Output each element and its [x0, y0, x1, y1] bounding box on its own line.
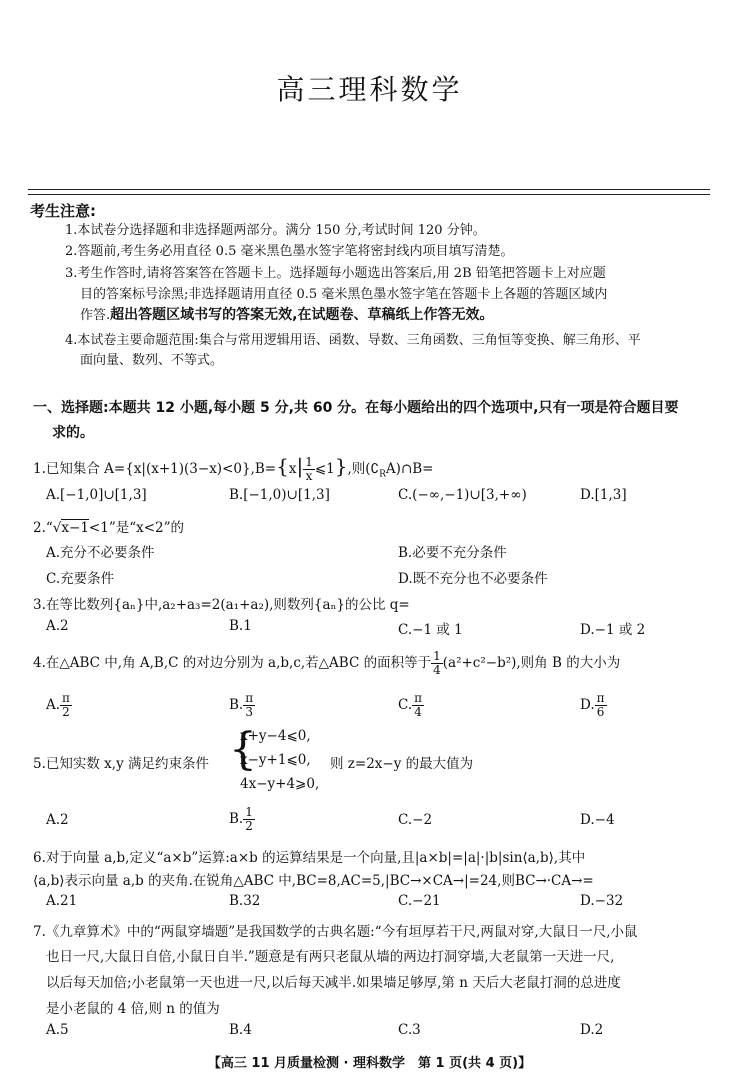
q1-text: A)∩B=: [385, 461, 434, 477]
q3-option-d: D.−1 或 2: [580, 622, 646, 638]
q6-option-a: A.21: [46, 893, 78, 909]
divider: [28, 189, 710, 190]
left-brace-icon: {: [229, 724, 257, 775]
bar-icon: |: [296, 454, 304, 478]
q2-radicand: x−1: [61, 520, 89, 536]
question-7-line: 7.《九章算术》中的“两鼠穿墙题”是我国数学的古典名题:“今有垣厚若干尺,两鼠对穿,大鼠日一尺,小鼠: [33, 924, 638, 940]
q6-option-c: C.−21: [398, 893, 441, 909]
notice-title: 考生注意:: [30, 202, 96, 220]
q7-option-a: A.5: [46, 1022, 69, 1038]
section-heading: 一、选择题:本题共 12 小题,每小题 5 分,共 60 分。在每小题给出的四个选项中,只有一项是符合题目要: [33, 400, 679, 416]
notice-item: 1.本试卷分选择题和非选择题两部分。满分 150 分,考试时间 120 分钟。: [65, 223, 486, 238]
q5-option-a: A.2: [46, 812, 69, 828]
section-heading-cont: 求的。: [52, 425, 94, 441]
notice-emphasis: 超出答题区域书写的答案无效,在试题卷、草稿纸上作答无效。: [110, 307, 494, 323]
q1-text: ,则(∁: [347, 461, 380, 477]
notice-text: 作答.: [80, 308, 111, 323]
q5-constraint: 4x−y+4⩾0,: [240, 776, 320, 792]
q2-option-a: A.充分不必要条件: [46, 545, 155, 561]
q4-text: (a²+c²−b²),则角 B 的大小为: [442, 655, 621, 671]
page-title: 高三理科数学: [276, 73, 463, 106]
q6-option-d: D.−32: [580, 893, 624, 909]
page-footer: 【高三 11 月质量检测 · 理科数学 第 1 页(共 4 页)】: [207, 1056, 532, 1071]
divider: [28, 194, 710, 195]
notice-item: 目的答案标号涂黑;非选择题请用直径 0.5 毫米黑色墨水签字笔在答题卡上各题的答题区域内: [80, 287, 608, 302]
q2-text: 2.“: [33, 520, 53, 536]
q2-text: <1”是“x<2”的: [88, 520, 185, 536]
q5-option-b: B. $\frac{1}{2}$: [229, 805, 253, 833]
fraction: $\frac{1}{4}$: [433, 649, 441, 677]
right-brace-icon: }: [334, 454, 348, 478]
question-7-line: 是小老鼠的 4 倍,则 n 的值为: [46, 1001, 220, 1017]
q1-subscript: R: [379, 469, 386, 480]
question-5-stem: 5.已知实数 x,y 满足约束条件: [33, 756, 209, 772]
q5-option-d: D.−4: [580, 812, 615, 828]
sqrt-icon: √: [52, 520, 62, 536]
q2-option-c: C.充要条件: [46, 571, 115, 587]
q5-constraint: x−y+1⩽0,: [240, 752, 311, 768]
question-1-stem: [33, 454, 433, 483]
q4-option-a: A. $\frac{\pi}{2}$: [46, 691, 70, 719]
q5-constraint: x+y−4⩽0,: [240, 728, 311, 744]
q4-option-b: B. $\frac{\pi}{3}$: [229, 691, 254, 719]
q5-text: 则 z=2x−y 的最大值为: [330, 756, 474, 772]
fraction: $\frac{1}{x}$: [305, 455, 313, 483]
notice-item: 面向量、数列、不等式。: [80, 353, 224, 368]
q5-option-c: C.−2: [398, 812, 433, 828]
q2-option-d: D.既不充分也不必要条件: [398, 571, 548, 587]
notice-item: 4.本试卷主要命题范围:集合与常用逻辑用语、函数、导数、三角函数、三角恒等变换、解三角形、平: [65, 333, 641, 348]
left-brace-icon: {: [276, 454, 289, 478]
q3-option-a: A.2: [46, 618, 69, 634]
question-6-line: 6.对于向量 a,b,定义“a×b”运算:a×b 的运算结果是一个向量,且|a×b|=|a|·|b|sin⟨a,b⟩,其中: [33, 850, 586, 866]
q7-option-b: B.4: [229, 1022, 252, 1038]
notice-item: 2.答题前,考生务必用直径 0.5 毫米黑色墨水签字笔将密封线内项目填写清楚。: [65, 244, 514, 259]
question-3-stem: 3.在等比数列{aₙ}中,a₂+a₃=2(a₁+a₂),则数列{aₙ}的公比 q=: [33, 597, 410, 613]
question-7-line: 也日一尺,大鼠日自倍,小鼠日自半.”题意是有两只老鼠从墙的两边打洞穿墙,大老鼠第一天进一尺,: [46, 949, 615, 965]
q7-option-d: D.2: [580, 1022, 604, 1038]
q3-option-c: C.−1 或 1: [398, 622, 463, 638]
q2-option-b: B.必要不充分条件: [398, 545, 507, 561]
question-7-line: 以后每天加倍;小老鼠第一天也进一尺,以后每天减半.如果墙足够厚,第 n 天后大老鼠打洞的总进度: [46, 975, 621, 991]
q3-option-b: B.1: [229, 618, 252, 634]
q6-option-b: B.32: [229, 893, 261, 909]
q4-text: 4.在△ABC 中,角 A,B,C 的对边分别为 a,b,c,若△ABC 的面积等于: [33, 655, 432, 671]
notice-item: 3.考生作答时,请将答案答在答题卡上。选择题每小题选出答案后,用 2B 铅笔把答题卡上对应题: [65, 266, 606, 281]
q1-option-b: B.[−1,0)∪[1,3]: [229, 487, 330, 503]
q4-option-c: C. $\frac{\pi}{4}$: [398, 691, 423, 719]
question-6-line: ⟨a,b⟩表示向量 a,b 的夹角.在锐角△ABC 中,BC=8,AC=5,|BC→×CA→|=24,则BC→·CA→=: [33, 873, 594, 889]
question-2-stem: [33, 516, 184, 536]
q1-option-a: A.[−1,0]∪[1,3]: [46, 487, 147, 503]
q1-text: 1.已知集合 A={x|(x+1)(3−x)<0},B=: [33, 461, 277, 477]
q1-option-c: C.(−∞,−1)∪[3,+∞): [398, 487, 527, 503]
q7-option-c: C.3: [398, 1022, 421, 1038]
notice-item-continued: [80, 306, 730, 325]
q1-var: x: [288, 461, 297, 477]
q1-text: ⩽1: [314, 461, 335, 477]
question-4-stem: [33, 650, 620, 677]
q1-option-d: D.[1,3]: [580, 487, 627, 503]
q4-option-d: D. $\frac{\pi}{6}$: [580, 691, 605, 719]
